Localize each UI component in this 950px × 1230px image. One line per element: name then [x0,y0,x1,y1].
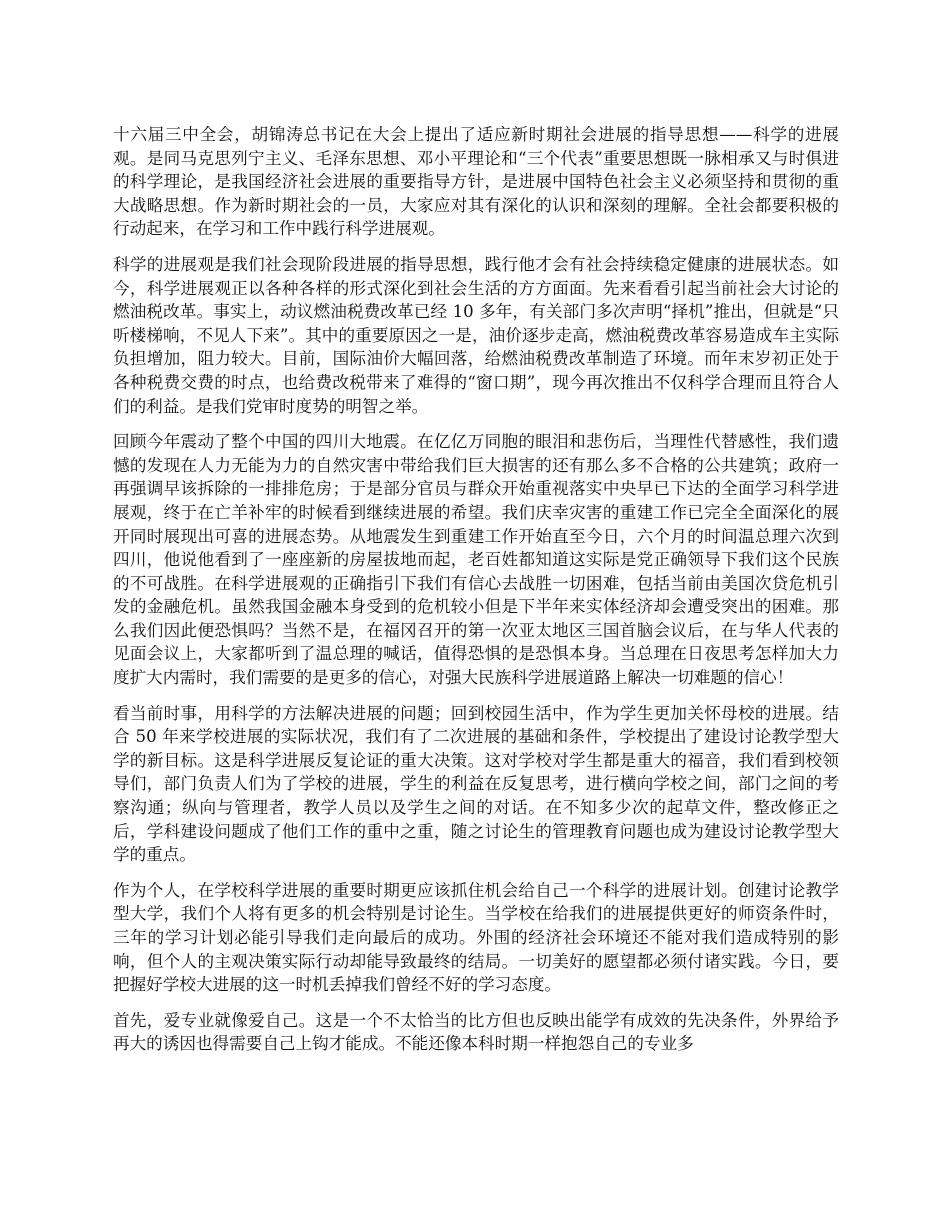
document-body [113,123,839,1068]
paragraph: 看当前时事，用科学的方法解决进展的问题；回到校园生活中，作为学生更加关怀母校的进展。结合 50 年来学校进展的实际状况，我们有了二次进展的基础和条件，学校提出了建设讨论教学型大学的新目标。这是科学进展反复论证的重大决策。这对学校对学生都是重大的福音，我们看到校领导们，部门负责人们为了学校的进展，学生的利益在反复思考，进行横向学校之间，部门之间的考察沟通；纵向与管理者，教学人员以及学生之间的对话。在不知多少次的起草文件，整改修正之后，学科建设问题成了他们工作的重中之重，随之讨论生的管理教育问题也成为建设讨论教学型大学的重点。 [113,703,839,865]
paragraph: 科学的进展观是我们社会现阶段进展的指导思想，践行他才会有社会持续稳定健康的进展状态。如今，科学进展观正以各种各样的形式深化到社会生活的方方面面。先来看看引起当前社会大讨论的燃油税改革。事实上，动议燃油税费改革已经 10 多年，有关部门多次声明“择机”推出，但就是“只听楼梯响，不见人下来”。其中的重要原因之一是，油价逐步走高，燃油税费改革容易造成车主实际负担增加，阻力较大。目前，国际油价大幅回落，给燃油税费改革制造了环境。而年末岁初正处于各种税费交费的时点，也给费改税带来了难得的“窗口期”，现今再次推出不仅科学合理而且符合人们的利益。是我们党审时度势的明智之举。 [113,254,839,416]
paragraph: 回顾今年震动了整个中国的四川大地震。在亿亿万同胞的眼泪和悲伤后，当理性代替感性，我们遗憾的发现在人力无能为力的自然灾害中带给我们巨大损害的还有那么多不合格的公共建筑；政府一再强调早该拆除的一排排危房；于是部分官员与群众开始重视落实中央早已下达的全面学习科学进展观，终于在亡羊补牢的时候看到继续进展的希望。我们庆幸灾害的重建工作已完全全面深化的展开同时展现出可喜的进展态势。从地震发生到重建工作开始直至今日，六个月的时间温总理六次到四川，他说他看到了一座座新的房屋拔地而起，老百姓都知道这实际是党正确领导下我们这个民族的不可战胜。在科学进展观的正确指引下我们有信心去战胜一切困难，包括当前由美国次贷危机引发的金融危机。虽然我国金融本身受到的危机较小但是下半年来实体经济却会遭受突出的困难。那么我们因此便恐惧吗？当然不是，在福冈召开的第一次亚太地区三国首脑会议后，在与华人代表的见面会议上，大家都听到了温总理的喊话，值得恐惧的是恐惧本身。当总理在日夜思考怎样加大力度扩大内需时，我们需要的是更多的信心，对强大民族科学进展道路上解决一切难题的信心！ [113,432,839,688]
paragraph: 十六届三中全会，胡锦涛总书记在大会上提出了适应新时期社会进展的指导思想——科学的进展观。是同马克思列宁主义、毛泽东思想、邓小平理论和“三个代表”重要思想既一脉相承又与时俱进的科学理论，是我国经济社会进展的重要指导方针，是进展中国特色社会主义必须坚持和贯彻的重大战略思想。作为新时期社会的一员，大家应对其有深化的认识和深刻的理解。全社会都要积极的行动起来，在学习和工作中践行科学进展观。 [113,125,839,239]
paragraph: 首先，爱专业就像爱自己。这是一个不太恰当的比方但也反映出能学有成效的先决条件，外界给予再大的诱因也得需要自己上钩才能成。不能还像本科时期一样抱怨自己的专业多 [113,1010,839,1054]
paragraph: 作为个人，在学校科学进展的重要时期更应该抓住机会给自己一个科学的进展计划。创建讨论教学型大学，我们个人将有更多的机会特别是讨论生。当学校在给我们的进展提供更好的师资条件时，三年的学习计划必能引导我们走向最后的成功。外围的经济社会环境还不能对我们造成特别的影响，但个人的主观决策实际行动却能导致最终的结局。一切美好的愿望都必须付诸实践。今日，要把握好学校大进展的这一时机丢掉我们曾经不好的学习态度。 [113,880,839,995]
